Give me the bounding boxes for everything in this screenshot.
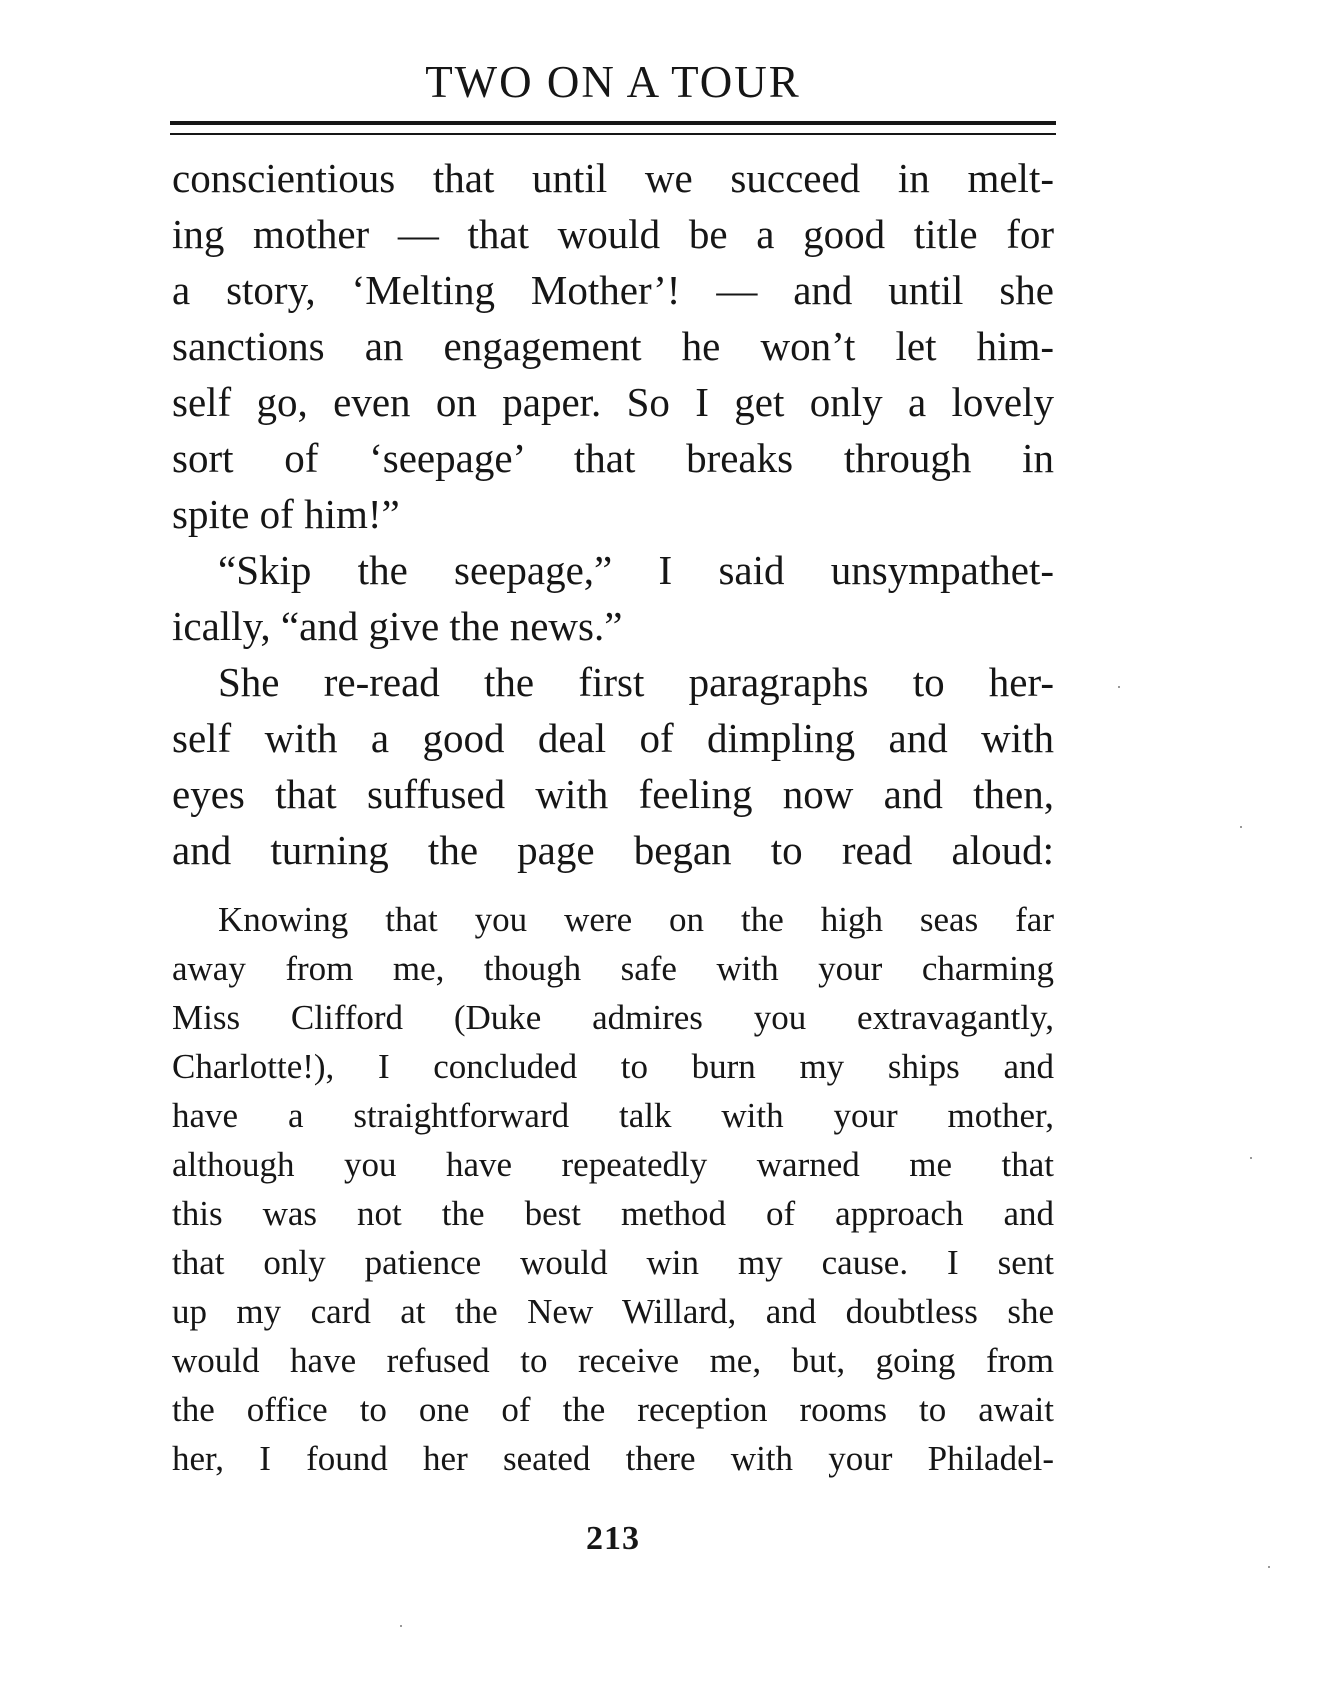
letter-line: up my card at the New Willard, and doubtless she <box>172 1292 1054 1331</box>
text-line: ing mother — that would be a good title for <box>172 211 1054 257</box>
letter-line: have a straightforward talk with your mother, <box>172 1096 1054 1135</box>
page-number: 213 <box>586 1520 640 1557</box>
text-line: sort of ‘seepage’ that breaks through in <box>172 435 1054 481</box>
letter-line: although you have repeatedly warned me that <box>172 1145 1054 1184</box>
text-line: self with a good deal of dimpling and with <box>172 715 1054 761</box>
letter-line: the office to one of the reception rooms to await <box>172 1390 1054 1429</box>
text-line: eyes that suffused with feeling now and then, <box>172 771 1054 817</box>
letter-line: Charlotte!), I concluded to burn my ships and <box>172 1047 1054 1086</box>
header-rule-thick <box>170 121 1056 125</box>
scan-speck <box>1250 1157 1252 1159</box>
scan-speck <box>1240 826 1242 828</box>
scan-speck <box>400 1625 402 1627</box>
text-line: She re-read the first paragraphs to her- <box>218 659 1054 705</box>
text-line: and turning the page began to read aloud: <box>172 827 1054 873</box>
text-line: “Skip the seepage,” I said unsympathet- <box>218 547 1054 593</box>
letter-line: this was not the best method of approach and <box>172 1194 1054 1233</box>
text-line: a story, ‘Melting Mother’! — and until she <box>172 267 1054 313</box>
letter-line: would have refused to receive me, but, going from <box>172 1341 1054 1380</box>
text-line: self go, even on paper. So I get only a lovely <box>172 379 1054 425</box>
text-line: sanctions an engagement he won’t let him- <box>172 323 1054 369</box>
body-text <box>172 150 1054 878</box>
scan-speck <box>1268 1566 1270 1568</box>
running-head-title: TWO ON A TOUR <box>425 57 801 107</box>
scan-speck <box>1118 686 1120 688</box>
letter-line: that only patience would win my cause. I sent <box>172 1243 1054 1282</box>
text-line: conscientious that until we succeed in melt- <box>172 155 1054 201</box>
text-line: spite of him!” <box>172 491 400 537</box>
text-line: ically, “and give the news.” <box>172 603 623 649</box>
letter-line: her, I found her seated there with your Philadel- <box>172 1439 1054 1478</box>
letter-excerpt <box>172 895 1054 1483</box>
letter-line: Knowing that you were on the high seas far <box>218 900 1054 939</box>
letter-line: Miss Clifford (Duke admires you extravagantly, <box>172 998 1054 1037</box>
header-rule-thin <box>170 133 1056 135</box>
letter-line: away from me, though safe with your charming <box>172 949 1054 988</box>
